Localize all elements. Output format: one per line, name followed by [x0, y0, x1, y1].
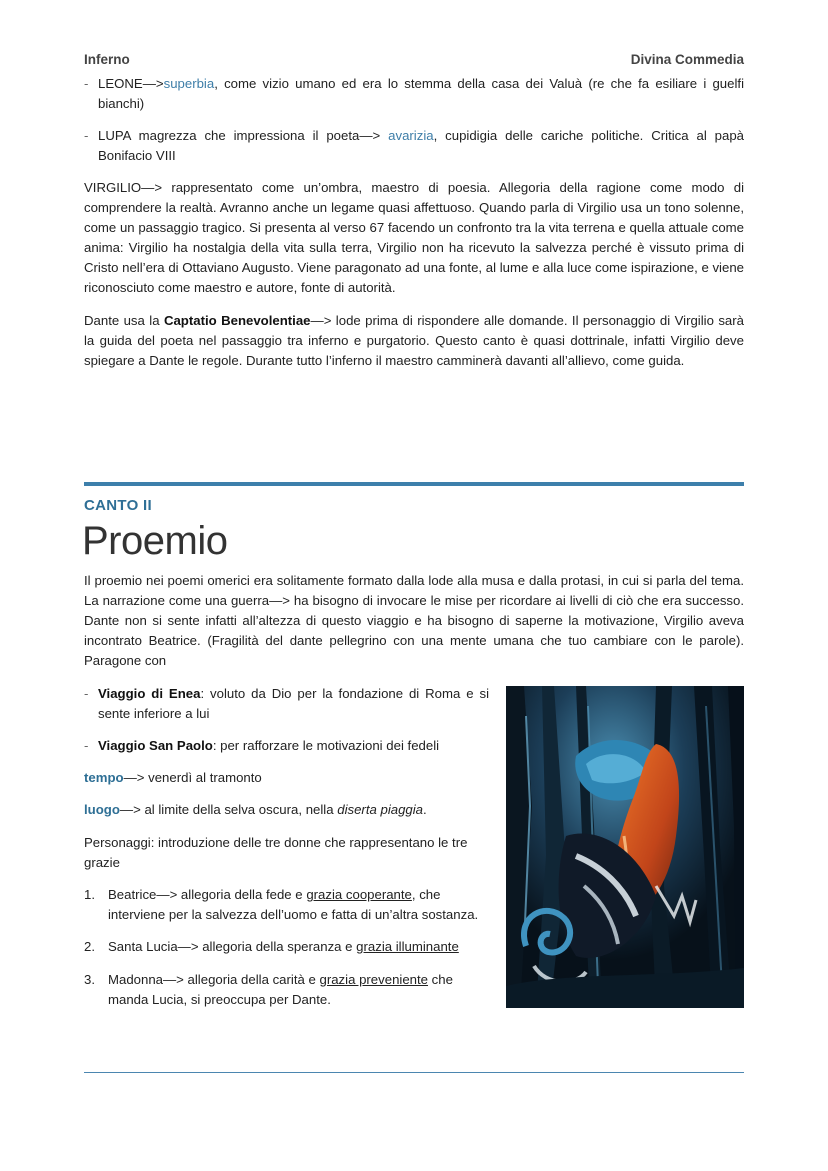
bullet-leone: - LEONE—>superbia, come vizio umano ed era lo stemma della casa dei Valuà (re che fa esiliare i guelfi bianchi)	[84, 76, 744, 111]
painting-svg	[506, 686, 744, 1008]
dante-forest-painting	[506, 686, 744, 1008]
list-item-beatrice: 1. Beatrice—> allegoria della fede e grazia cooperante, che interviene per la salvezza dell’uomo e fatta di un’altra sostanza.	[84, 887, 479, 922]
captatio-term: Captatio Benevolentiae	[163, 313, 311, 328]
page-header	[84, 50, 744, 70]
dash-marker: -	[84, 128, 89, 143]
dante-paragraph: Dante usa la Captatio Benevolentiae—> lode prima di rispondere alle domande. Il personaggio di Virgilio sarà la guida del poeta nel passaggio tra inferno e purgatorio. Questo canto è quasi dottrinale, infatti Virgilio deve spiegare a Dante le regole. Durante tutto l’inferno il maestro camminerà davanti all’allievo, come guida.	[84, 313, 744, 368]
list-item-madonna: 3. Madonna—> allegoria della carità e grazia preveniente che manda Lucia, si preoccupa per Dante.	[84, 972, 453, 1007]
bullet-viaggio-enea: - Viaggio di Enea: voluto da Dio per la fondazione di Roma e si sente inferiore a lui	[84, 686, 490, 721]
proemio-paragraph: Il proemio nei poemi omerici era solitamente formato dalla lode alla musa e dalla protasi, in cui si parla del tema. La narrazione come una guerra—> ha bisogno di invocare le mise per ricordare ai livelli di ciò che era successo. Dante non si sente infatti all’altezza di questo viaggio e ha bisogno di saperne la motivazione, Virgilio aveva incontrato Beatrice. (Fragilità del dante pellegrino con una mente umana che tuo cambiare con le parole). Paragone con	[84, 573, 744, 668]
section-title: Proemio	[82, 519, 228, 563]
dash-marker: -	[84, 738, 89, 753]
section-divider	[84, 482, 744, 486]
section-label: CANTO II	[84, 497, 152, 514]
virgilio-paragraph: VIRGILIO—> rappresentato come un’ombra, maestro di poesia. Allegoria della ragione come modo di comprendere la realtà. Avranno anche un legame quasi affettuoso. Quando parla di Virgilio usa un tono solenne, come un passaggio tragico. Si presenta al verso 67 facendo un confronto tra la vita terrena e quella attuale come anima: Virgilio ha nostalgia della vita sulla terra, Virgilio non ha ricevuto la salvezza perché è vissuto prima di Cristo nell’era di Ottaviano Augusto. Viene paragonato ad una fonte, al lume e alla luce come ispirazione, e viene riconosciuto come maestro e autore, fonte di autorità.	[84, 180, 744, 295]
personaggi-paragraph: Personaggi: introduzione delle tre donne che rappresentano le tre grazie	[84, 835, 468, 870]
link-superbia[interactable]: superbia	[163, 76, 215, 91]
link-avarizia[interactable]: avarizia	[388, 128, 434, 143]
footer-divider	[84, 1072, 744, 1073]
header-left: Inferno	[84, 52, 130, 67]
dash-marker: -	[84, 686, 89, 701]
luogo-line: luogo—> al limite della selva oscura, nella diserta piaggia.	[84, 802, 427, 817]
list-item-santa-lucia: 2. Santa Lucia—> allegoria della speranza e grazia illuminante	[84, 939, 459, 954]
dash-marker: -	[84, 76, 89, 91]
header-right: Divina Commedia	[630, 52, 744, 67]
bullet-viaggio-san-paolo: - Viaggio San Paolo: per rafforzare le motivazioni dei fedeli	[84, 736, 489, 756]
bullet-lupa: - LUPA magrezza che impressiona il poeta—> avarizia, cupidigia delle cariche politiche. Critica al papà Bonifacio VIII	[84, 128, 744, 163]
tempo-line: tempo—> venerdì al tramonto	[84, 770, 262, 785]
